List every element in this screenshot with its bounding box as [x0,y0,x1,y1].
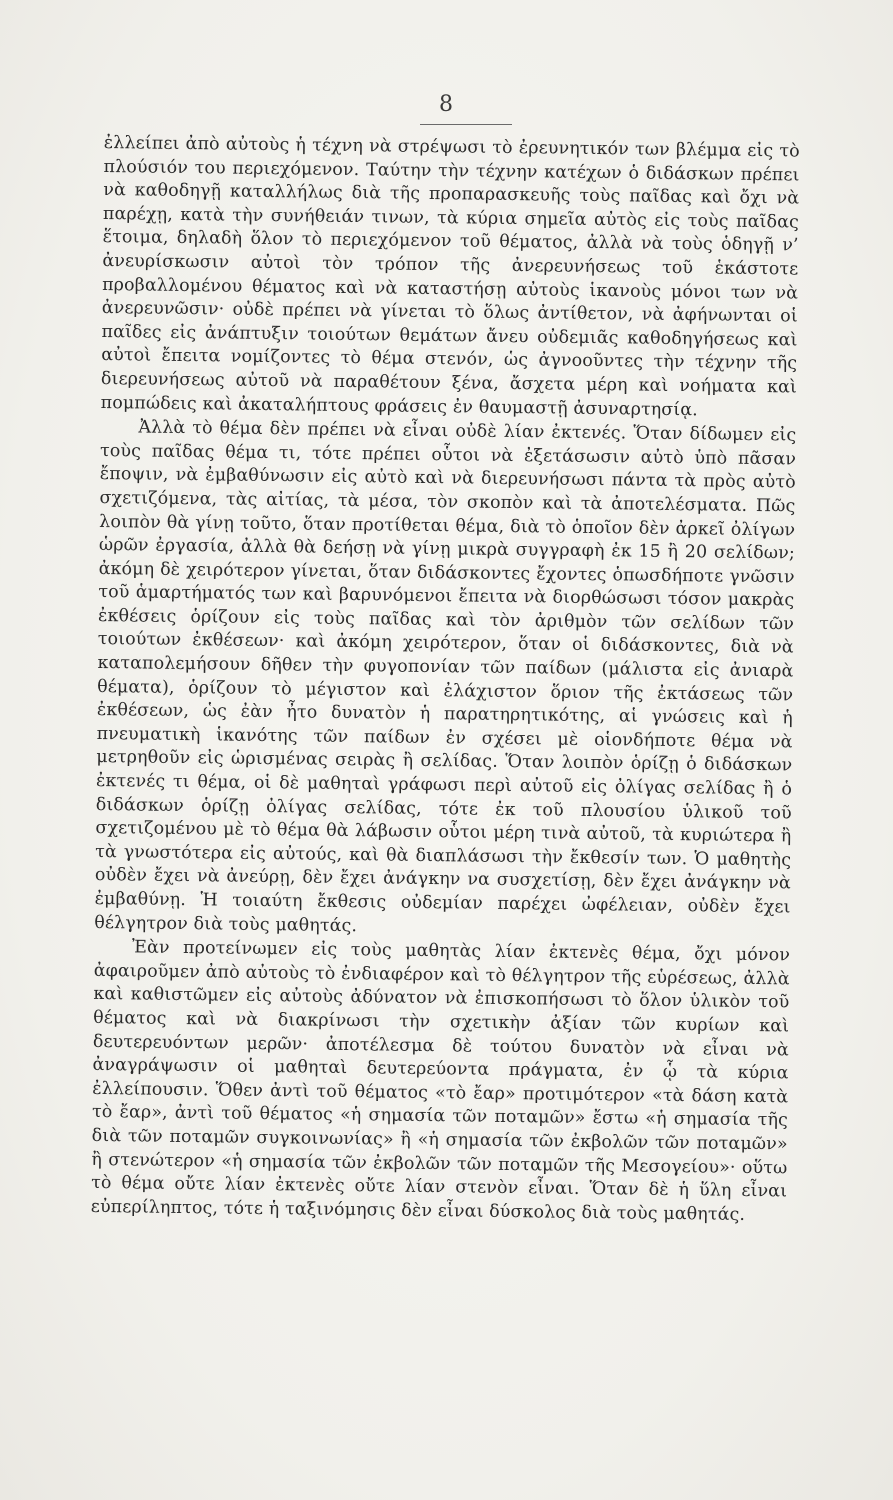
paragraph: Ἐὰν προτείνωμεν εἰς τοὺς μαθητὰς λίαν ἐκτενὲς θέμα, ὄχι μόνον ἀφαιροῦμεν ἀπὸ αὐτοὺς τὸ ἐνδιαφέρον καὶ τὸ θέλγητρον τῆς εὑρέσεως, ἀλλὰ καὶ καθιστῶμεν εἰς αὐτοὺς ἀδύνατον νὰ ἐπισκοπήσωσι τὸ ὅλον ὑλικὸν τοῦ θέματος καὶ νὰ διακρίνωσι τὴν σχετικὴν ἀξίαν τῶν κυρίων καὶ δευτερευόντων μερῶν· ἀποτέλεσμα δὲ τούτου δυνατὸν νὰ εἶναι νὰ ἀναγράψωσιν οἱ μαθηταὶ δευτερεύοντα πράγματα, ἐν ᾧ τὰ κύρια ἐλλείπουσιν. Ὅθεν ἀντὶ τοῦ θέματος «τὸ ἔαρ» προτιμότερον «τὰ δάση κατὰ τὸ ἔαρ», ἀντὶ τοῦ θέματος «ἡ σημασία τῶν ποταμῶν» ἔστω «ἡ σημασία τῆς διὰ τῶν ποταμῶν συγκοινωνίας» ἢ «ἡ σημασία τῶν ἐκβολῶν τῶν ποταμῶν» ἢ στενώτερον «ἡ σημασία τῶν ἐκβολῶν τῶν ποταμῶν τῆς Μεσογείου»· οὕτω τὸ θέμα οὔτε λίαν ἐκτενὲς οὔτε λίαν στενὸν εἶναι. Ὅταν δὲ ἡ ὕλη εἶναι εὐπερίληπτος, τότε ἡ ταξινόμησις δὲν εἶναι δύσκολος διὰ τοὺς μαθητάς. [90,937,791,1225]
page-number: 8 [439,92,454,117]
body-text [91,132,800,1228]
page-number-rule [420,124,512,125]
paragraph: ἐλλείπει ἀπὸ αὐτοὺς ἡ τέχνη νὰ στρέψωσι τὸ ἐρευνητικόν των βλέμμα εἰς τὸ πλούσιόν του περιεχόμενον. Ταύτην τὴν τέχνην κατέχων ὁ διδάσκων πρέπει νὰ καθοδηγῇ καταλλήλως διὰ τῆς προπαρασκευῆς τοὺς παῖδας καὶ ὄχι νὰ παρέχῃ, κατὰ τὴν συνήθειάν τινων, τὰ κύρια σημεῖα αὐτὸς εἰς τοὺς παῖδας ἕτοιμα, δηλαδὴ ὅλον τὸ περιεχόμενον τοῦ θέματος, ἀλλὰ νὰ τοὺς ὁδηγῇ ν’ ἀνευρίσκωσιν αὐτοὶ τὸν τρόπον τῆς ἀνερευνήσεως τοῦ ἑκάστοτε προβαλλομένου θέματος καὶ νὰ καταστήσῃ αὐτοὺς ἱκανοὺς μόνοι των νὰ ἀνερευνῶσιν· οὐδὲ πρέπει νὰ γίνεται τὸ ὅλως ἀντίθετον, νὰ ἀφήνωνται οἱ παῖδες εἰς ἀνάπτυξιν τοιούτων θεμάτων ἄνευ οὐδεμιᾶς καθοδηγήσεως καὶ αὐτοὶ ἔπειτα νομίζοντες τὸ θέμα στενόν, ὡς ἀγνοοῦντες τὴν τέχνην τῆς διερευνήσεως αὐτοῦ νὰ παραθέτουν ξένα, ἄσχετα μέρη καὶ νοήματα καὶ πομπώδεις καὶ ἀκαταλήπτους φράσεις ἐν θαυμαστῇ ἀσυναρτησίᾳ. [100,132,800,420]
paragraph: Ἀλλὰ τὸ θέμα δὲν πρέπει νὰ εἶναι οὐδὲ λίαν ἐκτενές. Ὅταν δίδωμεν εἰς τοὺς παῖδας θέμα τι, τότε πρέπει οὗτοι νὰ ἐξετάσωσιν αὐτὸ ὑπὸ πᾶσαν ἔποψιν, νὰ ἐμβαθύνωσιν εἰς αὐτὸ καὶ νὰ διερευνήσωσι πάντα τὰ πρὸς αὐτὸ σχετιζόμενα, τὰς αἰτίας, τὰ μέσα, τὸν σκοπὸν καὶ τὰ ἀποτελέσματα. Πῶς λοιπὸν θὰ γίνῃ τοῦτο, ὅταν προτίθεται θέμα, διὰ τὸ ὁποῖον δὲν ἀρκεῖ ὀλίγων ὡρῶν ἐργασία, ἀλλὰ θὰ δεήσῃ νὰ γίνῃ μικρὰ συγγραφὴ ἐκ 15 ἢ 20 σελίδων; ἀκόμη δὲ χειρότερον γίνεται, ὅταν διδάσκοντες ἔχοντες ὁπωσδήποτε γνῶσιν τοῦ ἁμαρτήματός των καὶ βαρυνόμενοι ἔπειτα νὰ διορθώσωσι τόσον μακρὰς ἐκθέσεις ὁρίζουν εἰς τοὺς παῖδας καὶ τὸν ἀριθμὸν τῶν σελίδων τῶν τοιούτων ἐκθέσεων· καὶ ἀκόμη χειρότερον, ὅταν οἱ διδάσκοντες, διὰ νὰ καταπολεμήσουν δῆθεν τὴν φυγοπονίαν τῶν παίδων (μάλιστα εἰς ἀνιαρὰ θέματα), ὁρίζουν τὸ μέγιστον καὶ ἐλάχιστον ὅριον τῆς ἐκτάσεως τῶν ἐκθέσεων, ὡς ἐὰν ἦτο δυνατὸν ἡ παρατηρητικότης, αἱ γνώσεις καὶ ἡ πνευματικὴ ἱκανότης τῶν παίδων ἐν σχέσει μὲ οἱονδήποτε θέμα νὰ μετρηθοῦν εἰς ὡρισμένας σειρὰς ἢ σελίδας. Ὅταν λοιπὸν ὁρίζῃ ὁ διδάσκων ἐκτενές τι θέμα, οἱ δὲ μαθηταὶ γράφωσι περὶ αὐτοῦ εἰς ὀλίγας σελίδας ἢ ὁ διδάσκων ὁρίζῃ ὀλίγας σελίδας, τότε ἐκ τοῦ πλουσίου ὑλικοῦ τοῦ σχετιζομένου μὲ τὸ θέμα θὰ λάβωσιν οὗτοι μέρη τινὰ αὐτοῦ, τὰ κυριώτερα ἢ τὰ γνωστότερα εἰς αὐτούς, καὶ θὰ διαπλάσωσι τὴν ἔκθεσίν των. Ὁ μαθητὴς οὐδὲν ἔχει νὰ ἀνεύρῃ, δὲν ἔχει ἀνάγκην να συσχετίσῃ, δὲν ἔχει ἀνάγκην νὰ ἐμβαθύνῃ. Ἡ τοιαύτη ἔκθεσις οὐδεμίαν παρέχει ὠφέλειαν, οὐδὲν ἔχει θέλγητρον διὰ τοὺς μαθητάς. [94,417,797,936]
